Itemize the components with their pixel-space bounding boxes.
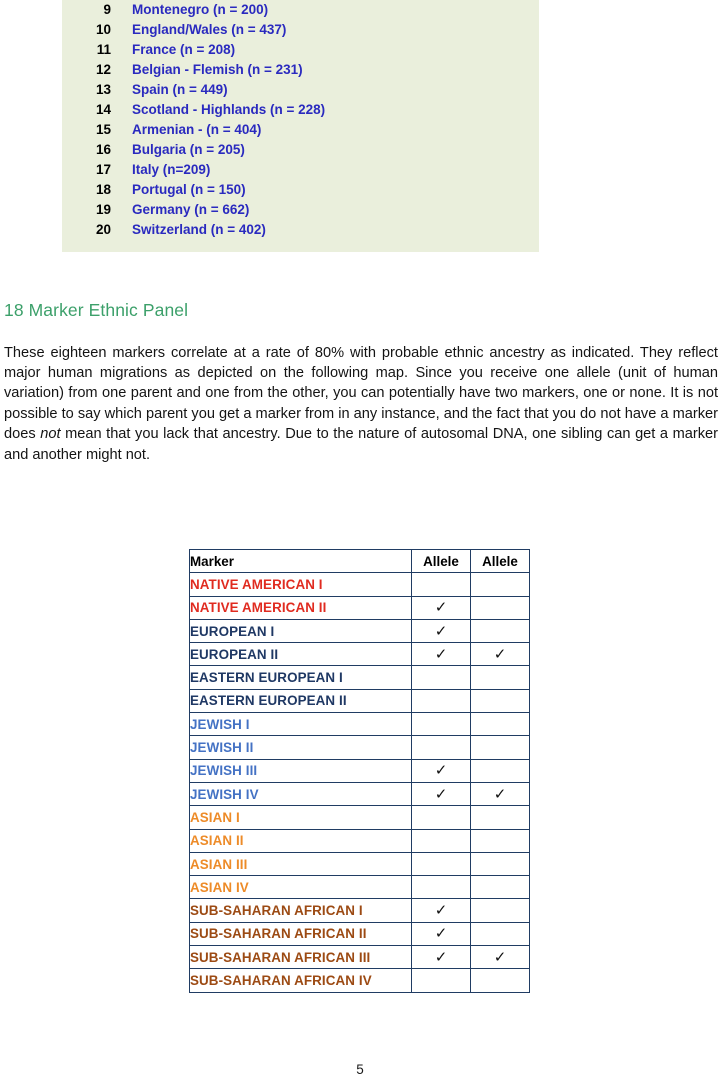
marker-name-cell: ASIAN I bbox=[190, 806, 412, 829]
country-list-item-label: Armenian - (n = 404) bbox=[132, 122, 262, 137]
allele-2-cell[interactable] bbox=[471, 759, 530, 782]
allele-2-cell[interactable] bbox=[471, 782, 530, 805]
table-row bbox=[190, 852, 530, 875]
country-list-item-label: Spain (n = 449) bbox=[132, 82, 228, 97]
country-list-item-number: 14 bbox=[95, 102, 111, 117]
country-list-item-label: Bulgaria (n = 205) bbox=[132, 142, 245, 157]
marker-name-cell: ASIAN III bbox=[190, 852, 412, 875]
country-list-item bbox=[62, 60, 539, 80]
table-row bbox=[190, 596, 530, 619]
marker-name-cell: SUB-SAHARAN AFRICAN I bbox=[190, 899, 412, 922]
allele-1-cell[interactable] bbox=[412, 782, 471, 805]
allele-2-cell[interactable] bbox=[471, 713, 530, 736]
allele-1-cell[interactable] bbox=[412, 946, 471, 969]
allele-1-cell[interactable] bbox=[412, 689, 471, 712]
table-row bbox=[190, 713, 530, 736]
marker-name-cell: SUB-SAHARAN AFRICAN II bbox=[190, 922, 412, 945]
checkmark-icon: ✓ bbox=[434, 762, 448, 780]
country-list-item-label: Belgian - Flemish (n = 231) bbox=[132, 62, 303, 77]
column-header-allele-2: Allele bbox=[471, 550, 530, 573]
allele-2-cell[interactable] bbox=[471, 666, 530, 689]
country-list-item-label: Switzerland (n = 402) bbox=[132, 222, 266, 237]
country-list-item-label: Italy (n=209) bbox=[132, 162, 211, 177]
marker-name-cell: EUROPEAN I bbox=[190, 619, 412, 642]
country-list-item-number: 15 bbox=[95, 122, 111, 137]
checkmark-icon: ✓ bbox=[434, 948, 448, 966]
country-list-item-label: Germany (n = 662) bbox=[132, 202, 250, 217]
marker-name-cell: ASIAN II bbox=[190, 829, 412, 852]
allele-1-cell[interactable] bbox=[412, 829, 471, 852]
allele-2-cell[interactable] bbox=[471, 573, 530, 596]
allele-2-cell[interactable] bbox=[471, 899, 530, 922]
checkmark-icon: ✓ bbox=[434, 785, 448, 803]
country-list-item-label: Portugal (n = 150) bbox=[132, 182, 246, 197]
column-header-allele-1: Allele bbox=[412, 550, 471, 573]
marker-name-cell: JEWISH II bbox=[190, 736, 412, 759]
allele-2-cell[interactable] bbox=[471, 596, 530, 619]
checkmark-icon: ✓ bbox=[493, 645, 507, 663]
paragraph-emphasis-not: not bbox=[40, 426, 61, 443]
page-title: 18 Marker Ethnic Panel bbox=[4, 300, 189, 320]
table-row bbox=[190, 922, 530, 945]
table-row bbox=[190, 759, 530, 782]
checkmark-icon: ✓ bbox=[434, 645, 448, 663]
checkmark-icon: ✓ bbox=[434, 622, 448, 640]
country-list-item-label: England/Wales (n = 437) bbox=[132, 22, 287, 37]
country-list-item-number: 20 bbox=[95, 222, 111, 237]
paragraph-text-before-emphasis: These eighteen markers correlate at a rate of 80% with probable ethnic ancestry as indicated. They reflect major human migrations as depicted on the following map. Since you receive one allele (unit of human variation) from one parent and one from the other, you can potentially have two markers, one or none. It is not possible to say which parent you get a marker from in any instance, and the fact that you do not have a marker does bbox=[4, 344, 718, 443]
allele-1-cell[interactable] bbox=[412, 619, 471, 642]
table-row bbox=[190, 619, 530, 642]
allele-1-cell[interactable] bbox=[412, 666, 471, 689]
marker-name-cell: JEWISH III bbox=[190, 759, 412, 782]
allele-1-cell[interactable] bbox=[412, 573, 471, 596]
allele-1-cell[interactable] bbox=[412, 852, 471, 875]
allele-2-cell[interactable] bbox=[471, 736, 530, 759]
checkmark-icon: ✓ bbox=[434, 599, 448, 617]
country-list-item-number: 9 bbox=[103, 2, 111, 17]
checkmark-icon: ✓ bbox=[434, 902, 448, 920]
marker-name-cell: SUB-SAHARAN AFRICAN III bbox=[190, 946, 412, 969]
table-row bbox=[190, 736, 530, 759]
table-row bbox=[190, 806, 530, 829]
allele-2-cell[interactable] bbox=[471, 829, 530, 852]
ethnic-marker-table bbox=[189, 549, 530, 993]
checkmark-icon: ✓ bbox=[493, 948, 507, 966]
country-list-item bbox=[62, 180, 539, 200]
allele-1-cell[interactable] bbox=[412, 806, 471, 829]
marker-name-cell: EASTERN EUROPEAN I bbox=[190, 666, 412, 689]
allele-2-cell[interactable] bbox=[471, 689, 530, 712]
country-list-item-number: 12 bbox=[95, 62, 111, 77]
marker-name-cell: ASIAN IV bbox=[190, 876, 412, 899]
table-row bbox=[190, 666, 530, 689]
allele-1-cell[interactable] bbox=[412, 899, 471, 922]
allele-1-cell[interactable] bbox=[412, 643, 471, 666]
allele-1-cell[interactable] bbox=[412, 922, 471, 945]
country-list-item bbox=[62, 100, 539, 120]
country-list-item-number: 17 bbox=[95, 162, 111, 177]
allele-2-cell[interactable] bbox=[471, 619, 530, 642]
country-list-panel bbox=[62, 0, 539, 252]
allele-1-cell[interactable] bbox=[412, 736, 471, 759]
allele-1-cell[interactable] bbox=[412, 969, 471, 992]
allele-2-cell[interactable] bbox=[471, 876, 530, 899]
table-row bbox=[190, 782, 530, 805]
table-row bbox=[190, 899, 530, 922]
checkmark-icon: ✓ bbox=[434, 925, 448, 943]
table-row bbox=[190, 573, 530, 596]
country-list-item bbox=[62, 120, 539, 140]
allele-2-cell[interactable] bbox=[471, 643, 530, 666]
country-list-item-number: 10 bbox=[95, 22, 111, 37]
allele-1-cell[interactable] bbox=[412, 713, 471, 736]
table-row bbox=[190, 876, 530, 899]
allele-2-cell[interactable] bbox=[471, 852, 530, 875]
country-list-item bbox=[62, 40, 539, 60]
marker-name-cell: SUB-SAHARAN AFRICAN IV bbox=[190, 969, 412, 992]
country-list-item bbox=[62, 220, 539, 240]
country-list-item bbox=[62, 200, 539, 220]
country-list-item bbox=[62, 140, 539, 160]
column-header-marker: Marker bbox=[190, 550, 412, 573]
country-list-item bbox=[62, 160, 539, 180]
allele-2-cell[interactable] bbox=[471, 946, 530, 969]
country-list-item bbox=[62, 20, 539, 40]
marker-name-cell: NATIVE AMERICAN I bbox=[190, 573, 412, 596]
page-number: 5 bbox=[356, 1062, 364, 1077]
intro-paragraph bbox=[4, 343, 718, 465]
country-list-item-number: 16 bbox=[95, 142, 111, 157]
allele-1-cell[interactable] bbox=[412, 876, 471, 899]
country-list-item-label: France (n = 208) bbox=[132, 42, 236, 57]
checkmark-icon: ✓ bbox=[493, 785, 507, 803]
allele-1-cell[interactable] bbox=[412, 596, 471, 619]
table-row bbox=[190, 689, 530, 712]
allele-2-cell[interactable] bbox=[471, 806, 530, 829]
table-row bbox=[190, 829, 530, 852]
country-list-item bbox=[62, 0, 539, 20]
table-header-row bbox=[190, 550, 530, 573]
paragraph-text-after-emphasis: mean that you lack that ancestry. Due to the nature of autosomal DNA, one sibling can get a marker and another might not. bbox=[4, 426, 718, 463]
marker-name-cell: NATIVE AMERICAN II bbox=[190, 596, 412, 619]
marker-table-container bbox=[189, 549, 530, 993]
country-list-item bbox=[62, 80, 539, 100]
allele-1-cell[interactable] bbox=[412, 759, 471, 782]
country-list-item-number: 13 bbox=[95, 82, 111, 97]
table-row bbox=[190, 643, 530, 666]
allele-2-cell[interactable] bbox=[471, 922, 530, 945]
marker-name-cell: JEWISH IV bbox=[190, 782, 412, 805]
marker-name-cell: EASTERN EUROPEAN II bbox=[190, 689, 412, 712]
country-list-item-number: 19 bbox=[95, 202, 111, 217]
marker-name-cell: EUROPEAN II bbox=[190, 643, 412, 666]
country-list-item-number: 11 bbox=[96, 42, 111, 57]
country-list-item-label: Montenegro (n = 200) bbox=[132, 2, 269, 17]
table-row bbox=[190, 969, 530, 992]
country-list-item-number: 18 bbox=[95, 182, 111, 197]
country-list-item-label: Scotland - Highlands (n = 228) bbox=[132, 102, 326, 117]
table-row bbox=[190, 946, 530, 969]
marker-name-cell: JEWISH I bbox=[190, 713, 412, 736]
allele-2-cell[interactable] bbox=[471, 969, 530, 992]
